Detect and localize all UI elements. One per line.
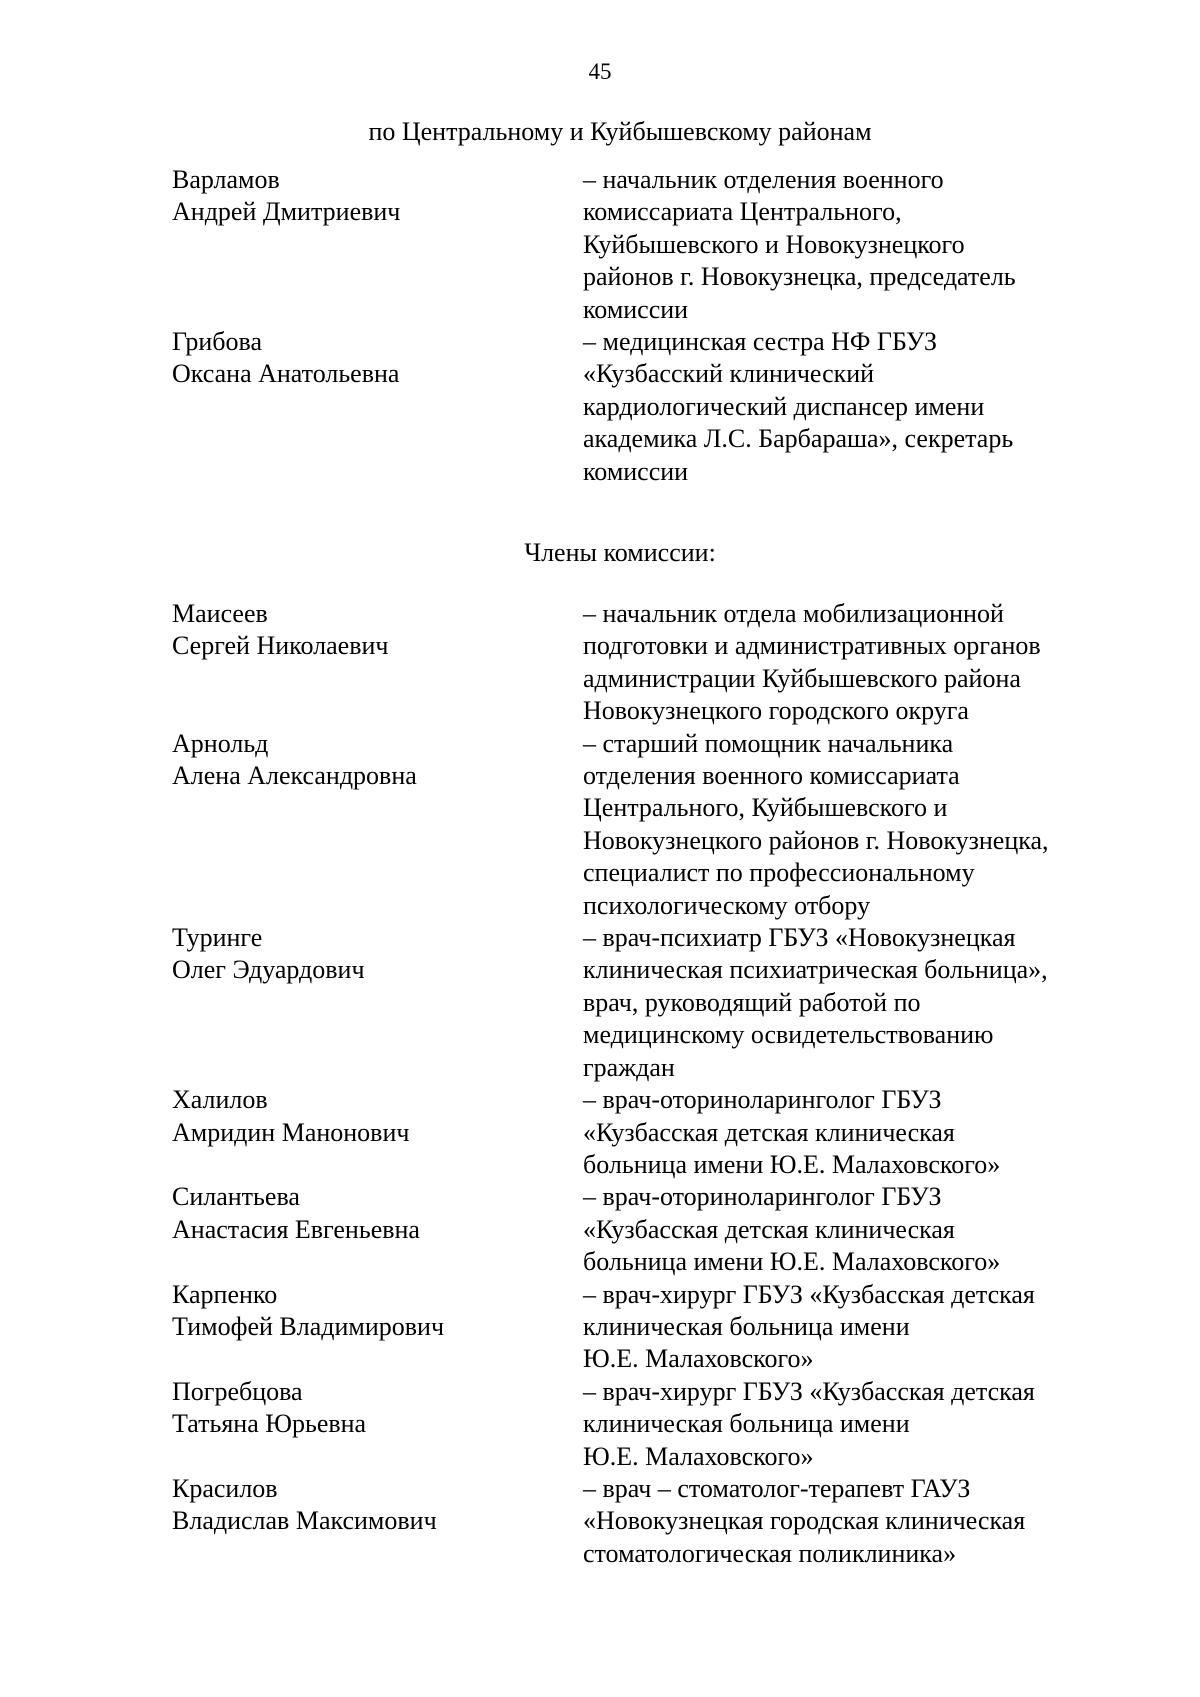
person-surname: Туринге <box>172 923 263 953</box>
person-given-name: Татьяна Юрьевна <box>172 1409 367 1439</box>
person-name <box>172 1376 583 1473</box>
person-name <box>172 1279 583 1376</box>
person-surname: Погребцова <box>172 1376 303 1406</box>
person-surname: Халилов <box>172 1085 268 1115</box>
leader-entry <box>172 326 1132 488</box>
person-surname: Варламов <box>172 165 280 194</box>
person-given-name: Владислав Максимович <box>172 1506 437 1536</box>
person-role: – врач-хирург ГБУЗ «Кузбасская детская клиническая больница имени Ю.Е. Малаховского» <box>583 1376 1035 1471</box>
person-given-name: Алена Александровна <box>172 761 417 791</box>
page-number: 45 <box>588 59 612 84</box>
person-role: – медицинская сестра НФ ГБУЗ «Кузбасский клинический кардиологический диспансер имени академика Л.С. Барбараша», секретарь комиссии <box>583 327 1014 486</box>
person-name <box>172 1181 583 1278</box>
person-given-name: Андрей Дмитриевич <box>172 197 401 227</box>
person-surname: Маисеев <box>172 599 268 628</box>
person-given-name: Оксана Анатольевна <box>172 359 400 389</box>
member-entry <box>172 1376 1132 1473</box>
person-role: – врач-психиатр ГБУЗ «Новокузнецкая клиническая психиатрическая больница», врач, руководящий работой по медицинскому освидетельствованию граждан <box>583 923 1048 1082</box>
person-role: – врач-хирург ГБУЗ «Кузбасская детская клиническая больница имени Ю.Е. Малаховского» <box>583 1279 1035 1374</box>
person-name <box>172 164 583 326</box>
member-entry <box>172 1084 1132 1181</box>
member-entry <box>172 728 1132 922</box>
person-role: – начальник отделения военного комиссариата Центрального, Куйбышевского и Новокузнецкого районов г. Новокузнецка, председатель комиссии <box>583 165 1016 324</box>
person-name <box>172 1473 583 1570</box>
member-entry <box>172 922 1132 1084</box>
member-entry <box>172 1473 1132 1570</box>
members-heading: Члены комиссии: <box>524 538 716 567</box>
person-name <box>172 598 583 728</box>
member-entry <box>172 1279 1132 1376</box>
leader-entry <box>172 164 1132 326</box>
member-entry <box>172 1181 1132 1278</box>
person-name <box>172 1084 583 1181</box>
person-role: – старший помощник начальника отделения военного комиссариата Центрального, Куйбышевского и Новокузнецкого районов г. Новокузнецка, специалист по профессиональному психологическому отбору <box>583 728 1049 920</box>
members-list <box>172 598 1132 1570</box>
person-role: – начальник отдела мобилизационной подготовки и административных органов администрации Куйбышевского района Новокузнецкого городского округа <box>583 599 1041 726</box>
person-given-name: Сергей Николаевич <box>172 631 389 661</box>
person-surname: Силантьева <box>172 1182 300 1212</box>
person-role: – врач-оториноларинголог ГБУЗ «Кузбасская детская клиническая больница имени Ю.Е. Малаховского» <box>583 1085 1001 1179</box>
leaders-list <box>172 164 1132 488</box>
person-given-name: Олег Эдуардович <box>172 955 365 985</box>
person-surname: Арнольд <box>172 728 269 758</box>
person-role: – врач – стоматолог-терапевт ГАУЗ «Новокузнецкая городская клиническая стоматологическая поликлиника» <box>583 1473 1026 1568</box>
person-name <box>172 922 583 1084</box>
person-given-name: Тимофей Владимирович <box>172 1311 445 1341</box>
person-surname: Карпенко <box>172 1279 278 1309</box>
person-surname: Грибова <box>172 327 263 357</box>
section-title: по Центральному и Куйбышевскому районам <box>368 117 872 146</box>
person-role: – врач-оториноларинголог ГБУЗ «Кузбасская детская клиническая больница имени Ю.Е. Малаховского» <box>583 1182 1001 1277</box>
person-name <box>172 326 583 488</box>
person-given-name: Амридин Манонович <box>172 1117 410 1147</box>
person-given-name: Анастасия Евгеньевна <box>172 1214 420 1244</box>
person-surname: Красилов <box>172 1473 278 1503</box>
member-entry <box>172 598 1132 728</box>
person-name <box>172 728 583 922</box>
